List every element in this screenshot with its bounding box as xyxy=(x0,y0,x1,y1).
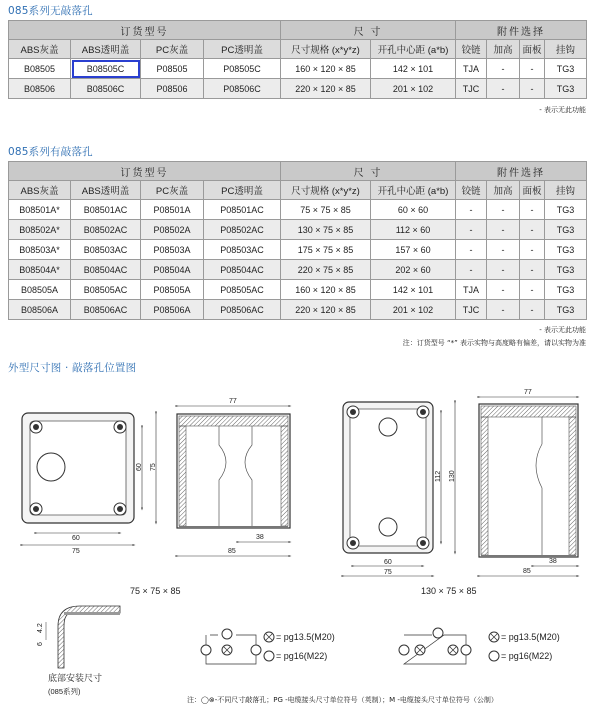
section1-note: - 表示无此功能 xyxy=(539,106,586,114)
knockout-pattern-1 xyxy=(201,629,274,664)
legend-pg13-1: = pg13.5(M20) xyxy=(276,632,335,642)
column-header: ABS灰盖 xyxy=(9,181,71,200)
section2-note1: - 表示无此功能 xyxy=(539,326,586,334)
legend-circle-icon xyxy=(264,651,274,661)
column-header: 面板 xyxy=(520,181,545,200)
table-cell: - xyxy=(520,79,545,99)
table-cell: B08506A xyxy=(9,300,71,320)
table-cell: P08505AC xyxy=(204,280,281,300)
table-cell: B08503AC xyxy=(71,240,141,260)
legend-x-icon xyxy=(489,632,499,642)
table-cell: TJC xyxy=(456,79,487,99)
table-cell: TG3 xyxy=(545,240,587,260)
table-cell: - xyxy=(456,260,487,280)
table-cell: P08503AC xyxy=(204,240,281,260)
table-cell: - xyxy=(520,240,545,260)
fig1-caption: 75 × 75 × 85 xyxy=(130,586,181,596)
fig1-top-view xyxy=(22,413,134,523)
table-cell: B08503A* xyxy=(9,240,71,260)
table-cell: - xyxy=(487,79,520,99)
table-cell: 202 × 60 xyxy=(371,260,456,280)
dim-f2-width: 75 xyxy=(384,569,392,576)
mount-sublabel: (085系列) xyxy=(48,687,81,696)
table-cell: - xyxy=(487,200,520,220)
section2-note2: 注：订货型号 “*” 表示实物与高度略有偏差，请以实物为准 xyxy=(402,339,586,347)
table-cell: P08506C xyxy=(204,79,281,99)
legend-pg13-2: = pg13.5(M20) xyxy=(501,632,560,642)
table-cell: - xyxy=(520,280,545,300)
legend-x-icon xyxy=(264,632,274,642)
table-cell: P08505A xyxy=(141,280,204,300)
mount-dim-b: 6 xyxy=(37,642,44,646)
section3-title: 外型尺寸图 · 敲落孔位置图 xyxy=(8,362,137,374)
table-cell: B08506 xyxy=(9,79,71,99)
table-cell: P08501A xyxy=(141,200,204,220)
table-cell: TJA xyxy=(456,280,487,300)
section1-title: 085系列无敲落孔 xyxy=(8,5,93,17)
table-cell: P08505C xyxy=(204,59,281,79)
table-cell: - xyxy=(520,59,545,79)
knockout-x-icon xyxy=(448,645,458,655)
table-cell: P08506 xyxy=(141,79,204,99)
column-header: 铰链 xyxy=(456,40,487,59)
group-header-size: 尺 寸 xyxy=(281,21,456,40)
table-cell: TG3 xyxy=(545,300,587,320)
table-cell: - xyxy=(487,300,520,320)
table-cell: P08504A xyxy=(141,260,204,280)
table-cell: TG3 xyxy=(545,200,587,220)
table-cell: 160 × 120 × 85 xyxy=(281,59,371,79)
section2-title: 085系列有敲落孔 xyxy=(8,146,93,158)
dim-f2-side-d: 38 xyxy=(549,558,557,565)
column-header: PC灰盖 xyxy=(141,181,204,200)
table-cell: - xyxy=(456,200,487,220)
group-header-size: 尺 寸 xyxy=(281,162,456,181)
column-header: 面板 xyxy=(520,40,545,59)
table-cell: 142 × 101 xyxy=(371,59,456,79)
table-cell: 160 × 120 × 85 xyxy=(281,280,371,300)
dim-f2-h: 130 xyxy=(449,470,456,482)
table-cell: P08506AC xyxy=(204,300,281,320)
table-cell: - xyxy=(456,220,487,240)
dim-f1-side-w: 77 xyxy=(229,398,237,405)
column-header: ABS透明盖 xyxy=(71,181,141,200)
table-cell: P08506A xyxy=(141,300,204,320)
knockout-x-icon xyxy=(222,645,232,655)
table-cell: - xyxy=(520,300,545,320)
group-header-accessories: 附件选择 xyxy=(456,21,587,40)
dim-f2-h-inner: 112 xyxy=(435,470,442,482)
table-cell: 130 × 75 × 85 xyxy=(281,220,371,240)
table-cell: - xyxy=(487,280,520,300)
legend-pg16-2: = pg16(M22) xyxy=(501,651,553,661)
table-cell: B08505AC xyxy=(71,280,141,300)
table-cell: P08502A xyxy=(141,220,204,240)
table-cell: B08505 xyxy=(9,59,71,79)
table-cell: - xyxy=(487,260,520,280)
column-header: PC灰盖 xyxy=(141,40,204,59)
footnote: 注：◯⊗-不同尺寸敲落孔；PG -电缆接头尺寸单位符号（英制）；M -电缆接头尺寸单位符号（公制） xyxy=(187,696,498,704)
table-cell: - xyxy=(487,59,520,79)
dim-f1-side-len: 85 xyxy=(228,548,236,555)
dim-f2-side-w: 77 xyxy=(524,389,532,396)
table-cell: TG3 xyxy=(545,260,587,280)
dim-f2-side-len: 85 xyxy=(523,568,531,575)
column-header: 挂钩 xyxy=(545,40,587,59)
group-header-order: 订货型号 xyxy=(9,162,281,181)
table-cell: TJC xyxy=(456,300,487,320)
table-cell: 201 × 102 xyxy=(371,79,456,99)
table-cell: B08506C xyxy=(71,79,141,99)
table-cell: B08502AC xyxy=(71,220,141,240)
table-cell: 220 × 120 × 85 xyxy=(281,300,371,320)
table-cell: - xyxy=(487,240,520,260)
table-cell: - xyxy=(520,200,545,220)
table-cell: - xyxy=(487,220,520,240)
legend-pg16-1: = pg16(M22) xyxy=(276,651,328,661)
table-cell: 60 × 60 xyxy=(371,200,456,220)
mount-label: 底部安装尺寸 xyxy=(48,673,103,683)
fig2-top-view xyxy=(343,402,433,553)
table-cell: 112 × 60 xyxy=(371,220,456,240)
dim-f1-h-inner: 60 xyxy=(136,463,143,471)
fig1-side-view xyxy=(177,398,290,556)
fig2-caption: 130 × 75 × 85 xyxy=(421,586,477,596)
table-cell: P08505 xyxy=(141,59,204,79)
column-header: ABS灰盖 xyxy=(9,40,71,59)
table-cell: B08505A xyxy=(9,280,71,300)
table-cell: 220 × 75 × 85 xyxy=(281,260,371,280)
dim-f1-h: 75 xyxy=(150,463,157,471)
table-cell: 220 × 120 × 85 xyxy=(281,79,371,99)
column-header: 开孔中心距 (a*b) xyxy=(371,40,456,59)
table-cell: 75 × 75 × 85 xyxy=(281,200,371,220)
table-cell: 175 × 75 × 85 xyxy=(281,240,371,260)
table-cell: TG3 xyxy=(545,220,587,240)
dim-f1-width: 75 xyxy=(72,548,80,555)
column-header: 加高 xyxy=(487,181,520,200)
knockout-pattern-2 xyxy=(399,628,499,664)
table-cell[interactable]: B08505C xyxy=(71,59,141,79)
table-cell: B08506AC xyxy=(71,300,141,320)
column-header: 挂钩 xyxy=(545,181,587,200)
mount-detail-drawing xyxy=(37,606,120,668)
table-cell: B08504A* xyxy=(9,260,71,280)
table-cell: B08501A* xyxy=(9,200,71,220)
table-cell: - xyxy=(520,220,545,240)
table-cell: B08502A* xyxy=(9,220,71,240)
table-cell: 142 × 101 xyxy=(371,280,456,300)
dim-f1-inner: 60 xyxy=(72,535,80,542)
fig2-side-view xyxy=(479,389,578,576)
column-header: 铰链 xyxy=(456,181,487,200)
group-header-accessories: 附件选择 xyxy=(456,162,587,181)
group-header-order: 订货型号 xyxy=(9,21,281,40)
column-header: 尺寸规格 (x*y*z) xyxy=(281,40,371,59)
table-cell: P08503A xyxy=(141,240,204,260)
table-cell: - xyxy=(520,260,545,280)
column-header: 开孔中心距 (a*b) xyxy=(371,181,456,200)
mount-dim-a: 4.2 xyxy=(37,623,44,633)
table-cell: B08504AC xyxy=(71,260,141,280)
column-header: 尺寸规格 (x*y*z) xyxy=(281,181,371,200)
table-cell: P08501AC xyxy=(204,200,281,220)
table-cell: 157 × 60 xyxy=(371,240,456,260)
legend-circle-icon xyxy=(489,651,499,661)
column-header: PC透明盖 xyxy=(204,181,281,200)
knockout-x-icon xyxy=(415,645,425,655)
table-cell: 201 × 102 xyxy=(371,300,456,320)
dim-f2-inner: 60 xyxy=(384,559,392,566)
table-cell: B08501AC xyxy=(71,200,141,220)
table-cell: TJA xyxy=(456,59,487,79)
table-cell: P08504AC xyxy=(204,260,281,280)
table-cell: - xyxy=(456,240,487,260)
column-header: PC透明盖 xyxy=(204,40,281,59)
dim-f1-side-d: 38 xyxy=(256,534,264,541)
column-header: ABS透明盖 xyxy=(71,40,141,59)
column-header: 加高 xyxy=(487,40,520,59)
table-cell: P08502AC xyxy=(204,220,281,240)
table-cell: TG3 xyxy=(545,59,587,79)
table-cell: TG3 xyxy=(545,79,587,99)
table-cell: TG3 xyxy=(545,280,587,300)
